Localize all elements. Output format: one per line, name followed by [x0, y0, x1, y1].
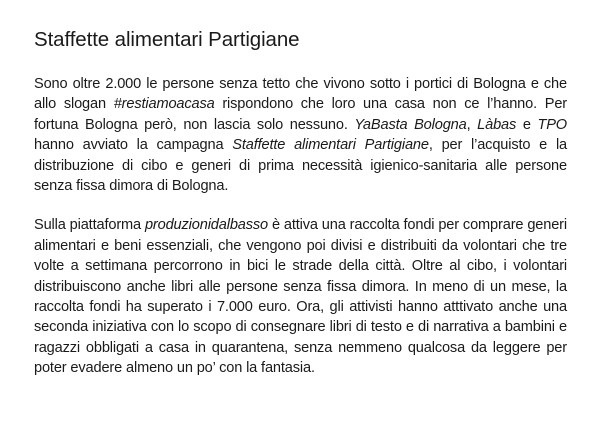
document-page — [34, 26, 567, 398]
p1-hashtag: #restiamoacasa — [113, 96, 215, 113]
p2-platform-name: produzionidalbasso — [144, 217, 269, 234]
document-title: Staffette alimentari Partigiane — [34, 28, 300, 51]
p1-campaign-name: Staffette alimentari Partigiane — [232, 137, 429, 154]
p1-text-3: , — [466, 116, 478, 133]
p1-text-4: e — [516, 116, 538, 133]
p1-text-6: , per l’acquisto e la distribuzione di cibo e generi di prima necessità igienico-sanitaria alle persone senza fissa dimora di Bologna. — [34, 137, 568, 195]
p1-text-2: rispondono che loro una casa non ce l’hanno. Per fortuna Bologna però, non lascia solo nessuno. — [34, 96, 567, 133]
p1-text-1: Sono oltre 2.000 le persone senza tetto che vivono sotto i portici di Bologna e che allo slogan — [34, 76, 567, 113]
p1-org-yabasta: YaBasta Bologna — [354, 116, 467, 133]
p1-org-tpo: TPO — [537, 116, 567, 133]
p1-org-labas: Làbas — [477, 116, 517, 133]
p2-text-1: Sulla piattaforma — [34, 217, 145, 234]
paragraph-2 — [34, 215, 567, 378]
p2-text-2: è attiva una raccolta fondi per comprare generi alimentari e beni essenziali, che vengono poi divisi e distribuiti da volontari che tre volte a settimana percorrono in bici le strade della città. Oltre al cibo, i volontari distribuiscono anche libri alle persone senza fissa dimora. In meno di un mese, la raccolta fondi ha superato i 7.000 euro. Ora, gli attivisti hanno atttivato anche una seconda iniziativa con lo scopo di consegnare libri di testo e di narrativa a bambini e ragazzi obbligati a casa in quarantena, senza nemmeno qualcosa da leggere per poter evadere almeno un po’ con la fantasia. — [34, 217, 567, 377]
p1-text-5: hanno avviato la campagna — [34, 137, 233, 154]
paragraph-1 — [34, 74, 567, 196]
